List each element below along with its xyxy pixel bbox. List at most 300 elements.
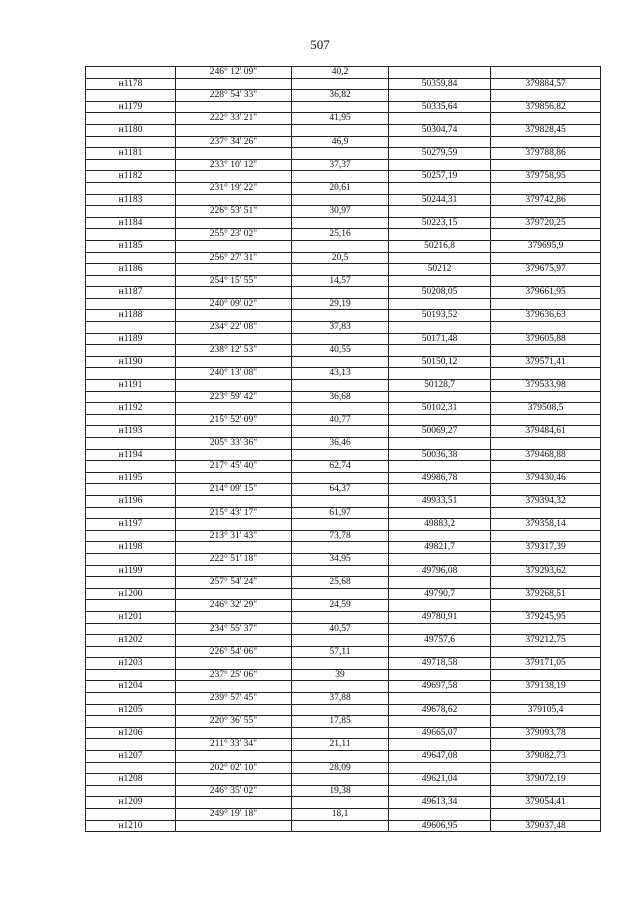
y-cell [491, 785, 601, 797]
y-cell: 379394,32 [491, 495, 601, 507]
y-cell: 379072,19 [491, 774, 601, 786]
point-cell [86, 785, 176, 797]
y-cell: 379675,97 [491, 264, 601, 276]
distance-cell: 18,1 [292, 809, 389, 821]
x-cell: 50193,52 [389, 310, 491, 322]
x-cell [389, 762, 491, 774]
distance-cell [292, 333, 389, 345]
x-cell [389, 484, 491, 496]
angle-cell [176, 240, 292, 252]
x-cell: 49757,6 [389, 635, 491, 647]
angle-cell: 231° 19' 22" [176, 182, 292, 194]
point-row [86, 472, 601, 484]
y-cell [491, 809, 601, 821]
point-cell: н1200 [86, 588, 176, 600]
point-cell [86, 391, 176, 403]
y-cell: 379828,45 [491, 124, 601, 136]
distance-cell [292, 635, 389, 647]
x-cell: 49821,7 [389, 542, 491, 554]
distance-cell [292, 751, 389, 763]
x-cell [389, 136, 491, 148]
segment-row [86, 785, 601, 797]
angle-cell [176, 217, 292, 229]
point-row [86, 403, 601, 415]
y-cell [491, 414, 601, 426]
distance-cell: 46,9 [292, 136, 389, 148]
y-cell: 379508,5 [491, 403, 601, 415]
segment-row [86, 113, 601, 125]
y-cell: 379695,9 [491, 240, 601, 252]
point-cell [86, 113, 176, 125]
distance-cell: 21,11 [292, 739, 389, 751]
point-cell [86, 530, 176, 542]
distance-cell: 30,97 [292, 206, 389, 218]
point-row [86, 727, 601, 739]
point-row [86, 240, 601, 252]
y-cell: 379430,46 [491, 472, 601, 484]
x-cell [389, 809, 491, 821]
y-cell [491, 739, 601, 751]
distance-cell [292, 194, 389, 206]
segment-row [86, 646, 601, 658]
y-cell: 379884,57 [491, 78, 601, 90]
distance-cell [292, 403, 389, 415]
y-cell [491, 623, 601, 635]
point-cell: н1182 [86, 171, 176, 183]
x-cell [389, 785, 491, 797]
angle-cell: 233° 10' 12" [176, 159, 292, 171]
point-cell: н1186 [86, 264, 176, 276]
y-cell [491, 716, 601, 728]
distance-cell [292, 611, 389, 623]
y-cell [491, 90, 601, 102]
angle-cell [176, 658, 292, 670]
distance-cell: 40,55 [292, 345, 389, 357]
x-cell: 49613,34 [389, 797, 491, 809]
segment-row [86, 159, 601, 171]
y-cell [491, 67, 601, 79]
x-cell: 49621,04 [389, 774, 491, 786]
distance-cell [292, 495, 389, 507]
x-cell: 50171,48 [389, 333, 491, 345]
angle-cell: 211° 33' 34" [176, 739, 292, 751]
distance-cell: 36,68 [292, 391, 389, 403]
angle-cell [176, 681, 292, 693]
x-cell [389, 739, 491, 751]
distance-cell: 36,82 [292, 90, 389, 102]
point-row [86, 820, 601, 832]
x-cell: 50244,31 [389, 194, 491, 206]
point-row [86, 194, 601, 206]
point-row [86, 380, 601, 392]
point-cell: н1203 [86, 658, 176, 670]
y-cell [491, 298, 601, 310]
point-row [86, 704, 601, 716]
segment-row [86, 600, 601, 612]
point-cell: н1187 [86, 287, 176, 299]
y-cell [491, 345, 601, 357]
point-cell [86, 809, 176, 821]
distance-cell: 40,2 [292, 67, 389, 79]
distance-cell: 20,5 [292, 252, 389, 264]
x-cell: 50223,15 [389, 217, 491, 229]
x-cell [389, 229, 491, 241]
angle-cell: 202° 02' 10" [176, 762, 292, 774]
y-cell: 379742,86 [491, 194, 601, 206]
distance-cell [292, 240, 389, 252]
point-row [86, 658, 601, 670]
angle-cell [176, 449, 292, 461]
angle-cell: 254° 15' 55" [176, 275, 292, 287]
angle-cell [176, 101, 292, 113]
segment-row [86, 206, 601, 218]
point-row [86, 356, 601, 368]
distance-cell: 73,78 [292, 530, 389, 542]
y-cell [491, 646, 601, 658]
point-cell [86, 507, 176, 519]
y-cell [491, 762, 601, 774]
segment-row [86, 275, 601, 287]
y-cell [491, 391, 601, 403]
angle-cell [176, 148, 292, 160]
distance-cell [292, 426, 389, 438]
point-cell [86, 252, 176, 264]
point-cell: н1183 [86, 194, 176, 206]
y-cell: 379468,88 [491, 449, 601, 461]
point-row [86, 264, 601, 276]
angle-cell: 223° 59' 42" [176, 391, 292, 403]
point-row [86, 449, 601, 461]
x-cell [389, 669, 491, 681]
angle-cell: 239° 57' 45" [176, 693, 292, 705]
distance-cell: 39 [292, 669, 389, 681]
distance-cell [292, 681, 389, 693]
angle-cell [176, 519, 292, 531]
point-cell: н1181 [86, 148, 176, 160]
distance-cell: 28,09 [292, 762, 389, 774]
distance-cell: 57,11 [292, 646, 389, 658]
y-cell: 379358,14 [491, 519, 601, 531]
x-cell [389, 461, 491, 473]
angle-cell [176, 727, 292, 739]
segment-row [86, 461, 601, 473]
y-cell [491, 252, 601, 264]
distance-cell: 61,97 [292, 507, 389, 519]
y-cell [491, 553, 601, 565]
angle-cell: 220° 36' 55" [176, 716, 292, 728]
y-cell [491, 275, 601, 287]
angle-cell: 217° 45' 40" [176, 461, 292, 473]
distance-cell: 37,88 [292, 693, 389, 705]
distance-cell: 37,37 [292, 159, 389, 171]
point-cell [86, 322, 176, 334]
angle-cell: 237° 34' 26" [176, 136, 292, 148]
y-cell: 379138,19 [491, 681, 601, 693]
point-row [86, 565, 601, 577]
y-cell: 379571,41 [491, 356, 601, 368]
angle-cell [176, 264, 292, 276]
x-cell: 49665,07 [389, 727, 491, 739]
angle-cell: 234° 55' 37" [176, 623, 292, 635]
distance-cell: 25,68 [292, 577, 389, 589]
x-cell [389, 693, 491, 705]
segment-row [86, 67, 601, 79]
point-cell: н1202 [86, 635, 176, 647]
angle-cell: 213° 31' 43" [176, 530, 292, 542]
x-cell [389, 414, 491, 426]
y-cell: 379758,95 [491, 171, 601, 183]
x-cell [389, 90, 491, 102]
angle-cell: 214° 09' 15" [176, 484, 292, 496]
x-cell: 50279,59 [389, 148, 491, 160]
point-cell: н1178 [86, 78, 176, 90]
distance-cell: 43,13 [292, 368, 389, 380]
angle-cell [176, 356, 292, 368]
angle-cell [176, 797, 292, 809]
y-cell [491, 113, 601, 125]
y-cell [491, 600, 601, 612]
x-cell: 50359,84 [389, 78, 491, 90]
x-cell: 49647,08 [389, 751, 491, 763]
distance-cell: 25,16 [292, 229, 389, 241]
point-cell: н1179 [86, 101, 176, 113]
point-cell [86, 414, 176, 426]
y-cell [491, 368, 601, 380]
point-cell [86, 600, 176, 612]
angle-cell: 257° 54' 24" [176, 577, 292, 589]
distance-cell: 40,57 [292, 623, 389, 635]
x-cell [389, 623, 491, 635]
angle-cell: 249° 19' 18" [176, 809, 292, 821]
x-cell: 50102,31 [389, 403, 491, 415]
point-row [86, 78, 601, 90]
y-cell: 379317,39 [491, 542, 601, 554]
y-cell: 379037,48 [491, 820, 601, 832]
y-cell: 379636,63 [491, 310, 601, 322]
point-cell: н1180 [86, 124, 176, 136]
angle-cell [176, 287, 292, 299]
point-cell [86, 67, 176, 79]
point-cell: н1196 [86, 495, 176, 507]
point-row [86, 588, 601, 600]
y-cell [491, 530, 601, 542]
angle-cell: 238° 12' 53" [176, 345, 292, 357]
point-row [86, 774, 601, 786]
angle-cell [176, 635, 292, 647]
segment-row [86, 368, 601, 380]
segment-row [86, 298, 601, 310]
point-cell [86, 739, 176, 751]
point-cell [86, 762, 176, 774]
distance-cell [292, 310, 389, 322]
y-cell [491, 322, 601, 334]
point-row [86, 426, 601, 438]
point-cell [86, 577, 176, 589]
distance-cell [292, 774, 389, 786]
x-cell: 50036,38 [389, 449, 491, 461]
angle-cell [176, 124, 292, 136]
x-cell [389, 368, 491, 380]
x-cell: 49986,78 [389, 472, 491, 484]
angle-cell [176, 171, 292, 183]
angle-cell: 246° 32' 29" [176, 600, 292, 612]
y-cell [491, 438, 601, 450]
point-cell [86, 693, 176, 705]
y-cell: 379661,95 [491, 287, 601, 299]
x-cell [389, 275, 491, 287]
point-cell: н1191 [86, 380, 176, 392]
distance-cell: 29,19 [292, 298, 389, 310]
angle-cell: 222° 51' 18" [176, 553, 292, 565]
point-cell: н1185 [86, 240, 176, 252]
x-cell: 50257,19 [389, 171, 491, 183]
y-cell [491, 229, 601, 241]
point-cell: н1194 [86, 449, 176, 461]
distance-cell: 64,37 [292, 484, 389, 496]
distance-cell: 20,61 [292, 182, 389, 194]
distance-cell: 62,74 [292, 461, 389, 473]
angle-cell: 237° 25' 06" [176, 669, 292, 681]
angle-cell: 246° 12' 09" [176, 67, 292, 79]
y-cell: 379245,95 [491, 611, 601, 623]
x-cell: 49883,2 [389, 519, 491, 531]
distance-cell [292, 264, 389, 276]
x-cell [389, 345, 491, 357]
point-row [86, 495, 601, 507]
point-cell: н1210 [86, 820, 176, 832]
y-cell: 379856,82 [491, 101, 601, 113]
point-cell [86, 368, 176, 380]
x-cell: 49606,95 [389, 820, 491, 832]
distance-cell: 34,95 [292, 553, 389, 565]
point-cell [86, 159, 176, 171]
point-cell [86, 438, 176, 450]
point-cell [86, 90, 176, 102]
y-cell [491, 484, 601, 496]
y-cell [491, 136, 601, 148]
segment-row [86, 739, 601, 751]
x-cell [389, 391, 491, 403]
angle-cell [176, 565, 292, 577]
x-cell: 49718,58 [389, 658, 491, 670]
angle-cell: 226° 53' 51" [176, 206, 292, 218]
point-cell [86, 484, 176, 496]
y-cell: 379293,62 [491, 565, 601, 577]
distance-cell [292, 820, 389, 832]
distance-cell [292, 565, 389, 577]
distance-cell: 37,83 [292, 322, 389, 334]
y-cell: 379720,25 [491, 217, 601, 229]
segment-row [86, 507, 601, 519]
angle-cell [176, 380, 292, 392]
x-cell [389, 159, 491, 171]
angle-cell [176, 194, 292, 206]
point-cell: н1209 [86, 797, 176, 809]
angle-cell: 234° 22' 08" [176, 322, 292, 334]
x-cell [389, 600, 491, 612]
angle-cell [176, 704, 292, 716]
point-cell [86, 669, 176, 681]
angle-cell [176, 78, 292, 90]
distance-cell: 41,95 [292, 113, 389, 125]
point-row [86, 217, 601, 229]
y-cell: 379082,73 [491, 751, 601, 763]
segment-row [86, 229, 601, 241]
distance-cell [292, 727, 389, 739]
segment-row [86, 484, 601, 496]
segment-row [86, 669, 601, 681]
point-cell: н1204 [86, 681, 176, 693]
distance-cell [292, 658, 389, 670]
y-cell [491, 507, 601, 519]
segment-row [86, 438, 601, 450]
distance-cell [292, 217, 389, 229]
angle-cell: 205° 33' 36" [176, 438, 292, 450]
distance-cell: 14,57 [292, 275, 389, 287]
segment-row [86, 762, 601, 774]
y-cell: 379484,61 [491, 426, 601, 438]
point-cell: н1201 [86, 611, 176, 623]
x-cell: 49697,58 [389, 681, 491, 693]
segment-row [86, 809, 601, 821]
segment-row [86, 136, 601, 148]
segment-row [86, 716, 601, 728]
point-row [86, 287, 601, 299]
angle-cell: 228° 54' 33" [176, 90, 292, 102]
x-cell: 49933,51 [389, 495, 491, 507]
x-cell [389, 716, 491, 728]
angle-cell [176, 426, 292, 438]
x-cell [389, 438, 491, 450]
x-cell [389, 530, 491, 542]
y-cell [491, 669, 601, 681]
segment-row [86, 345, 601, 357]
angle-cell: 256° 27' 31" [176, 252, 292, 264]
point-cell: н1208 [86, 774, 176, 786]
angle-cell [176, 310, 292, 322]
x-cell: 49780,91 [389, 611, 491, 623]
segment-row [86, 693, 601, 705]
page-number: 507 [310, 37, 330, 52]
distance-cell: 36,46 [292, 438, 389, 450]
point-cell: н1205 [86, 704, 176, 716]
angle-cell [176, 495, 292, 507]
segment-row [86, 391, 601, 403]
angle-cell: 240° 09' 02" [176, 298, 292, 310]
distance-cell [292, 356, 389, 368]
distance-cell [292, 519, 389, 531]
point-row [86, 542, 601, 554]
angle-cell: 255° 23' 02" [176, 229, 292, 241]
distance-cell [292, 704, 389, 716]
point-cell: н1192 [86, 403, 176, 415]
x-cell: 50216,8 [389, 240, 491, 252]
point-cell: н1195 [86, 472, 176, 484]
y-cell: 379212,75 [491, 635, 601, 647]
segment-row [86, 322, 601, 334]
segment-row [86, 623, 601, 635]
angle-cell [176, 588, 292, 600]
distance-cell [292, 124, 389, 136]
distance-cell [292, 449, 389, 461]
point-row [86, 101, 601, 113]
x-cell: 49678,62 [389, 704, 491, 716]
point-cell: н1207 [86, 751, 176, 763]
point-row [86, 797, 601, 809]
segment-row [86, 577, 601, 589]
y-cell: 379105,4 [491, 704, 601, 716]
distance-cell: 19,38 [292, 785, 389, 797]
